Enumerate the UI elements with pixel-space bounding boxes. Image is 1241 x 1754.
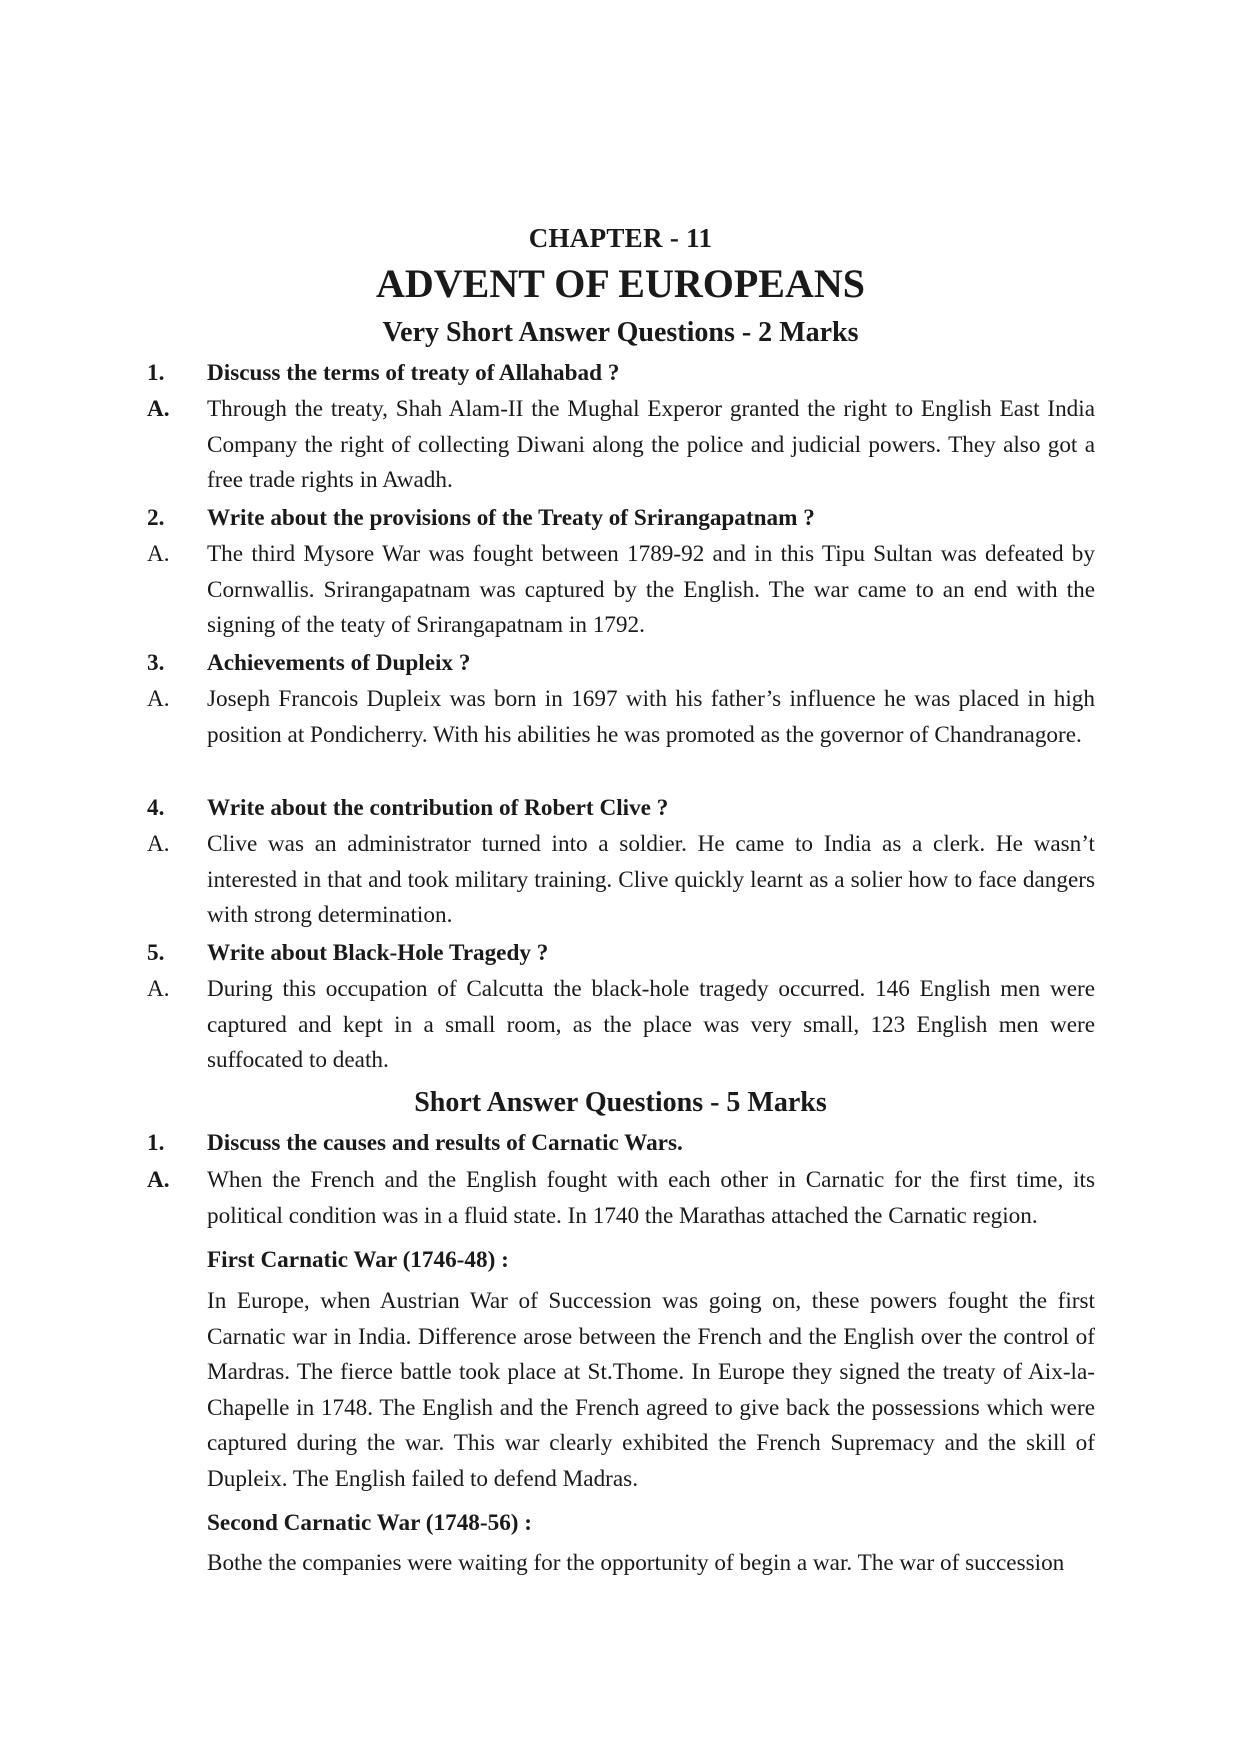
question-number: 2.	[147, 505, 165, 531]
chapter-label: CHAPTER - 11	[528, 223, 713, 253]
answer-label: A.	[147, 541, 170, 567]
answer-label: A.	[147, 976, 170, 1002]
first-carnatic-war-heading: First Carnatic War (1746-48) :	[207, 1247, 509, 1273]
question-number: 3.	[147, 650, 165, 676]
question-text: Discuss the causes and results of Carnatic Wars.	[207, 1130, 683, 1156]
very-short-section-heading: Very Short Answer Questions - 2 Marks	[382, 317, 859, 348]
second-carnatic-war-text: Bothe the companies were waiting for the opportunity of begin a war. The war of succession	[207, 1550, 1065, 1576]
answer-text: Clive was an administrator turned into a soldier. He came to India as a clerk. He wasn’t interested in that and took military training. Clive quickly learnt as a solier how to face dangers with strong determination.	[207, 831, 1095, 928]
answer-label: A.	[147, 831, 170, 857]
question-number: 4.	[147, 795, 165, 821]
answer-text: Through the treaty, Shah Alam-II the Mughal Experor granted the right to English East India Company the right of collecting Diwani along the police and judicial powers. They also got a free trade rights in Awadh.	[207, 396, 1095, 493]
answer-label: A.	[147, 686, 170, 712]
question-number: 1.	[147, 1130, 165, 1156]
second-carnatic-war-heading: Second Carnatic War (1748-56) :	[207, 1510, 533, 1536]
question-text: Discuss the terms of treaty of Allahabad ?	[207, 360, 620, 386]
question-text: Write about Black-Hole Tragedy ?	[207, 940, 549, 966]
answer-text: Joseph Francois Dupleix was born in 1697 with his father’s influence he was placed in high position at Pondicherry. With his abilities he was promoted as the governor of Chandranagore.	[207, 686, 1095, 748]
question-number: 1.	[147, 360, 165, 386]
answer-label: A.	[147, 396, 170, 422]
question-number: 5.	[147, 940, 165, 966]
question-text: Write about the contribution of Robert Clive ?	[207, 795, 669, 821]
first-carnatic-war-text: In Europe, when Austrian War of Succession was going on, these powers fought the first Carnatic war in India. Difference arose between the French and the English over the control of Mardras. The fierce battle took place at St.Thome. In Europe they signed the treaty of Aix-la-Chapelle in 1748. The English and the French agreed to give back the possessions which were captured during the war. This war clearly exhibited the French Supremacy and the skill of Dupleix. The English failed to defend Madras.	[207, 1288, 1095, 1492]
short-section-heading: Short Answer Questions - 5 Marks	[414, 1087, 827, 1118]
question-text: Write about the provisions of the Treaty of Srirangapatnam ?	[207, 505, 815, 531]
answer-text: The third Mysore War was fought between 1789-92 and in this Tipu Sultan was defeated by Cornwallis. Srirangapatnam was captured by the English. The war came to an end with the signing of the teaty of Srirangapatnam in 1792.	[207, 541, 1095, 638]
chapter-title: ADVENT OF EUROPEANS	[376, 261, 865, 306]
answer-text: When the French and the English fought with each other in Carnatic for the first time, its political condition was in a fluid state. In 1740 the Marathas attached the Carnatic region.	[207, 1167, 1095, 1229]
answer-label: A.	[147, 1167, 170, 1193]
question-text: Achievements of Dupleix ?	[207, 650, 471, 676]
answer-text: During this occupation of Calcutta the black-hole tragedy occurred. 146 English men were captured and kept in a small room, as the place was very small, 123 English men were suffocated to death.	[207, 976, 1095, 1073]
